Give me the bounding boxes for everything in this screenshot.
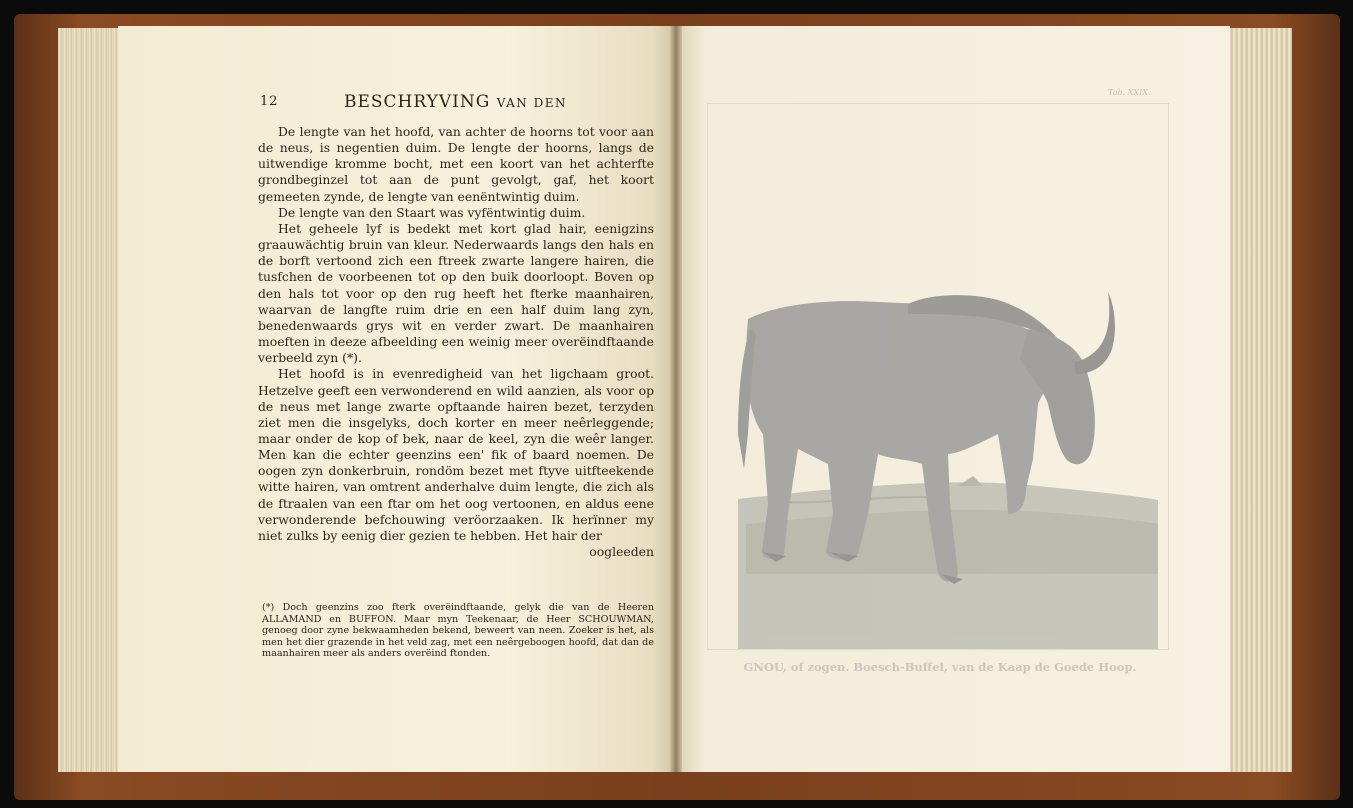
catchword: oogleeden bbox=[589, 544, 654, 560]
distant-building bbox=[958, 476, 983, 486]
book-gutter bbox=[670, 26, 682, 772]
page-edges-left bbox=[58, 28, 122, 772]
running-head-title bbox=[344, 92, 567, 112]
wildebeest-engraving bbox=[708, 104, 1168, 649]
running-head-main: BESCHRYVING bbox=[344, 92, 491, 112]
plate-caption: GNOU, of zogen. Boesch-Buffel, van de Kaap de Goede Hoop. bbox=[743, 660, 1137, 674]
plate-frame bbox=[707, 103, 1169, 650]
footnote: (*) Doch geenzins zoo fterk overëindftaande, gelyk die van de Heeren ALLAMAND en BUFFON. Maar myn Teekenaar, de Heer SCHOUWMAN, genoeg door zyne bekwaamheden bekend, beweert van neen. Zoeker is het, als men het dier grazende in het veld zag, met een neêrgeboogen hoofd, dat dan de maanhairen meer als anders overëind ftonden. bbox=[262, 602, 654, 660]
plate-label: Tab. XXIX. bbox=[1108, 88, 1151, 97]
running-head-small: VAN DEN bbox=[496, 96, 567, 110]
paragraph: De lengte van den Staart was vyfëntwintig duim. bbox=[278, 204, 586, 220]
body-text bbox=[258, 124, 654, 560]
paragraph: Het geheele lyf is bedekt met kort glad hair, eenigzins graauwächtig bruin van kleur. Nederwaards langs den hals en de borft vertoond zich een ftreek zwarte langere hairen, die tusfchen de voorbeenen tot op den buik doorloopt. Boven op den hals tot voor op den rug heeft het fterke maanhairen, waarvan de langfte ruim drie en een half duim lang zyn, benedenwaards grys wit en verder zwart. De maanhairen moeften in deeze afbeelding een weinig meer overëindftaande verbeeld zyn (*). bbox=[258, 220, 654, 366]
horn-icon bbox=[1074, 292, 1115, 374]
page-number: 12 bbox=[260, 94, 279, 109]
page-edges-right bbox=[1228, 28, 1292, 772]
paragraph: Het hoofd is in evenredigheid van het ligchaam groot. Hetzelve geeft een verwonderend en wild aanzien, als voor op de neus met lange zwarte opftaande hairen bezet, terzyden ziet men die insgelyks, doch korter en meer neêrleggende; maar onder de kop of bek, naar de keel, zyn die weêr langer. Men kan die echter geenzins een' fik of baard noemen. De oogen zyn donkerbruin, rondöm bezet met ftyve uitfteekende witte hairen, van omtrent anderhalve duim lengte, die zich als de ftraalen van een ftar om het oog vertoonen, en aldus eene verwonderende befchouwing veröorzaaken. Ik herïnner my niet zulks by eenig dier gezien te hebben. Het hair der bbox=[258, 366, 654, 543]
paragraph: De lengte van het hoofd, van achter de hoorns tot voor aan de neus, is negentien duim. De lengte der hoorns, langs de uitwendige kromme bocht, met een koort van het achterfte grondbeginzel tot aan de punt gevolgt, gaf, het koort gemeeten zynde, de lengte van eenëntwintig duim. bbox=[258, 124, 654, 204]
